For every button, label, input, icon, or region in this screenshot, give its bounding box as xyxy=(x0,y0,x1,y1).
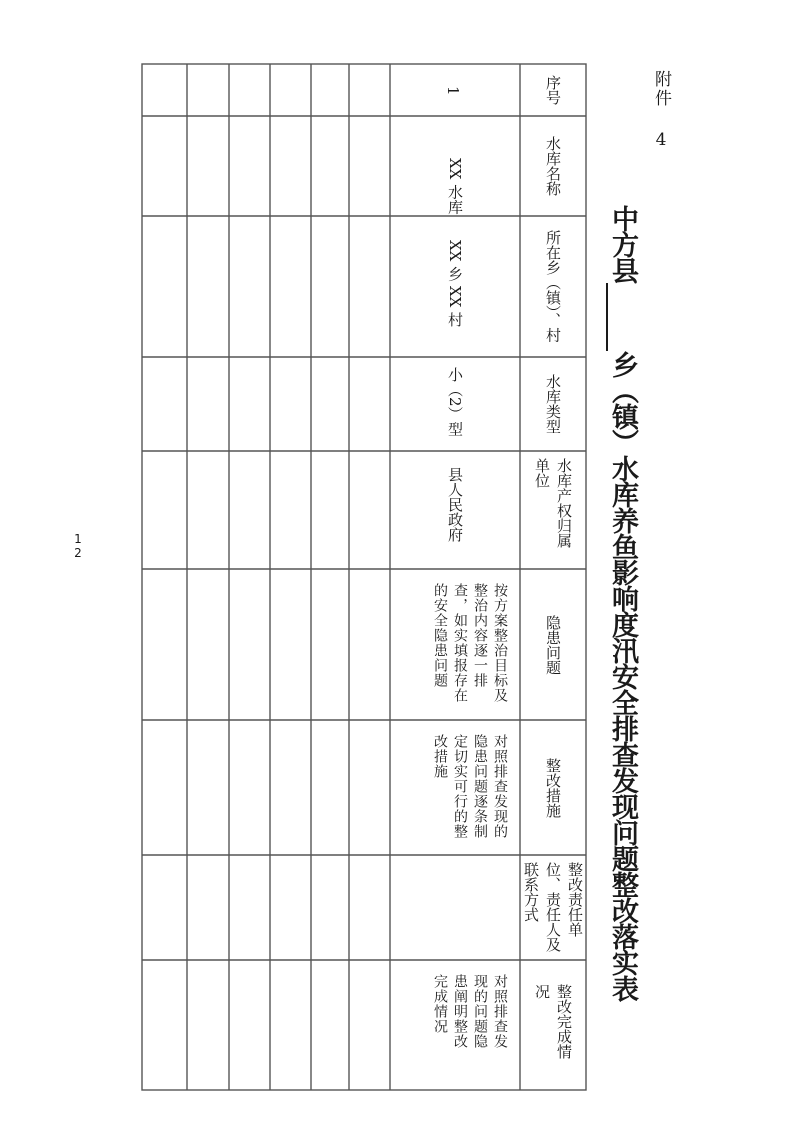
row1-reservoir-name xyxy=(390,116,520,216)
header-seq: 序号 xyxy=(544,75,562,105)
row1-location-text: XX 乡 XX 村 xyxy=(446,240,464,328)
row1-completion xyxy=(390,960,520,1090)
title-suffix: 乡（镇）水库养鱼影响度汛安全排查发现问题整改落实表 xyxy=(607,351,638,1001)
row1-reservoir-type-text: 小（2）型 xyxy=(446,367,464,437)
row1-hazard-text: 按方案整治目标及整治内容逐一排查，如实填报存在的安全隐患问题 xyxy=(432,583,508,703)
page-number: 12 xyxy=(71,532,85,560)
row1-owner-text: 县人民政府 xyxy=(446,467,464,542)
row1-hazard xyxy=(390,569,520,720)
header-completion xyxy=(520,960,586,1090)
header-ownership-text: 水库产权归属单位 xyxy=(533,458,573,548)
row1-owner xyxy=(390,451,520,569)
row1-responsible xyxy=(390,855,520,960)
row1-location xyxy=(390,216,520,357)
row1-seq xyxy=(390,64,520,116)
row1-reservoir-type xyxy=(390,357,520,451)
row1-seq-text: 1 xyxy=(444,86,462,96)
header-responsible-text: 整改责任单位、责任人及联系方式 xyxy=(522,861,584,952)
header-reservoir-name: 水库名称 xyxy=(544,136,562,196)
header-responsible xyxy=(520,855,586,960)
row1-reservoir-name-text: XX 水库 xyxy=(446,158,464,215)
header-ownership xyxy=(520,451,586,569)
row1-completion-text: 对照排查发现的问题隐患阐明整改完成情况 xyxy=(432,974,508,1049)
row1-measures-text: 对照排查发现的隐患问题逐条制定切实可行的整改措施 xyxy=(432,734,508,839)
header-completion-text: 整改完成情况 xyxy=(533,984,573,1059)
header-hazard: 隐患问题 xyxy=(544,614,562,675)
row1-measures xyxy=(390,720,520,855)
header-measures: 整改措施 xyxy=(544,757,562,818)
title-prefix: 中方县 xyxy=(607,205,638,283)
header-reservoir-type: 水库类型 xyxy=(544,374,562,434)
annex-label: 附件 4 xyxy=(651,70,671,152)
header-location: 所在乡（镇）、村 xyxy=(544,230,562,343)
